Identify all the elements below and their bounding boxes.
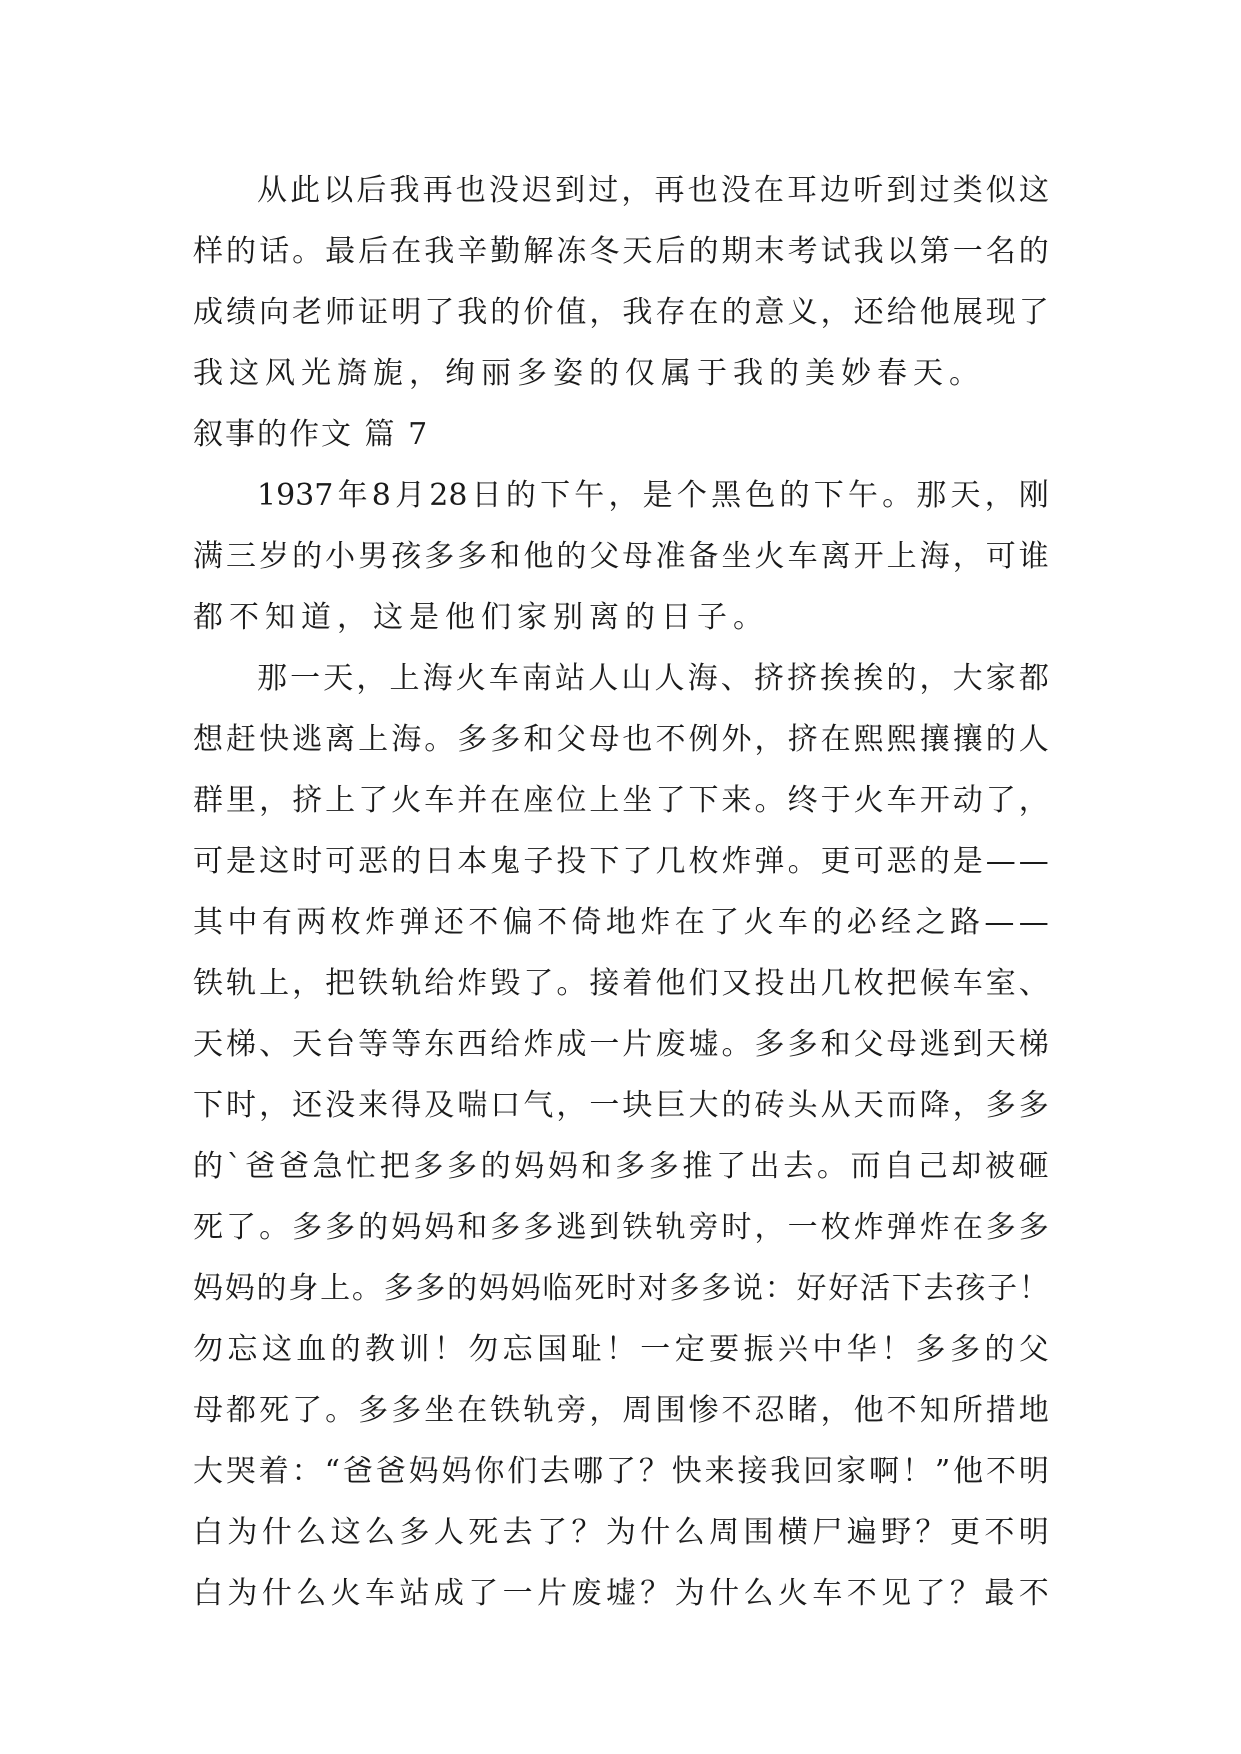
paragraph-line: 其 中 有 两 枚 炸 弹 还 不 偏 不 倚 地 炸 在 了 火 车 的 必 经 之 路 — —: [193, 905, 1049, 940]
paragraph-line: 铁 轨 上 ， 把 铁 轨 给 炸 毁 了 。 接 着 他 们 又 投 出 几 枚 把 候 车 室 、: [193, 966, 1049, 1001]
section-heading: 叙事的作文 篇 7: [193, 417, 430, 452]
paragraph-line: 样 的 话 。 最 后 在 我 辛 勤 解 冻 冬 天 后 的 期 末 考 试 我 以 第 一 名 的: [193, 234, 1049, 269]
paragraph-line: 大 哭 着 ： “ 爸 爸 妈 妈 你 们 去 哪 了 ？ 快 来 接 我 回 家 啊 ！ ” 他 不 明: [193, 1454, 1049, 1489]
paragraph-line: 成 绩 向 老 师 证 明 了 我 的 价 值 ， 我 存 在 的 意 义 ， 还 给 他 展 现 了: [193, 295, 1049, 330]
paragraph-line: 从 此 以 后 我 再 也 没 迟 到 过 ， 再 也 没 在 耳 边 听 到 过 类 似 这: [257, 173, 1049, 208]
paragraph-line: 想 赶 快 逃 离 上 海 。 多 多 和 父 母 也 不 例 外 ， 挤 在 熙 熙 攘 攘 的 人: [193, 722, 1049, 757]
paragraph-line: 白 为 什 么 这 么 多 人 死 去 了 ？ 为 什 么 周 围 横 尸 遍 野 ？ 更 不 明: [193, 1515, 1049, 1550]
paragraph-line: 1937 年 8 月 28 日 的 下 午 ， 是 个 黑 色 的 下 午 。 那 天 ， 刚: [257, 478, 1049, 513]
paragraph-line: 都不知道，这是他们家别离的日子。: [193, 600, 769, 635]
paragraph-line: 下 时 ， 还 没 来 得 及 喘 口 气 ， 一 块 巨 大 的 砖 头 从 天 而 降 ， 多 多: [193, 1088, 1049, 1123]
paragraph-line: 妈 妈 的 身 上 。 多 多 的 妈 妈 临 死 时 对 多 多 说 ： 好 好 活 下 去 孩 子 ！: [193, 1271, 1049, 1306]
paragraph-line: 天 梯 、 天 台 等 等 东 西 给 炸 成 一 片 废 墟 。 多 多 和 父 母 逃 到 天 梯: [193, 1027, 1049, 1062]
paragraph-line: 死 了 。 多 多 的 妈 妈 和 多 多 逃 到 铁 轨 旁 时 ， 一 枚 炸 弹 炸 在 多 多: [193, 1210, 1049, 1245]
paragraph-line: 群 里 ， 挤 上 了 火 车 并 在 座 位 上 坐 了 下 来 。 终 于 火 车 开 动 了 ，: [193, 783, 1049, 818]
document-body: [193, 160, 1049, 1624]
paragraph-line: 满 三 岁 的 小 男 孩 多 多 和 他 的 父 母 准 备 坐 火 车 离 开 上 海 ， 可 谁: [193, 539, 1049, 574]
paragraph-line: 那 一 天 ， 上 海 火 车 南 站 人 山 人 海 、 挤 挤 挨 挨 的 ， 大 家 都: [257, 661, 1049, 696]
paragraph-line: 勿 忘 这 血 的 教 训 ！ 勿 忘 国 耻 ！ 一 定 要 振 兴 中 华 ！ 多 多 的 父: [193, 1332, 1049, 1367]
paragraph-line: 白 为 什 么 火 车 站 成 了 一 片 废 墟 ？ 为 什 么 火 车 不 见 了 ？ 最 不: [193, 1576, 1049, 1611]
paragraph-line: 可 是 这 时 可 恶 的 日 本 鬼 子 投 下 了 几 枚 炸 弹 。 更 可 恶 的 是 — —: [193, 844, 1049, 879]
paragraph-line: 母 都 死 了 。 多 多 坐 在 铁 轨 旁 ， 周 围 惨 不 忍 睹 ， 他 不 知 所 措 地: [193, 1393, 1049, 1428]
paragraph-line: 的 ` 爸 爸 急 忙 把 多 多 的 妈 妈 和 多 多 推 了 出 去 。 而 自 己 却 被 砸: [193, 1149, 1049, 1184]
paragraph-line: 我这风光旖旎，绚丽多姿的仅属于我的美妙春天。: [193, 356, 985, 391]
